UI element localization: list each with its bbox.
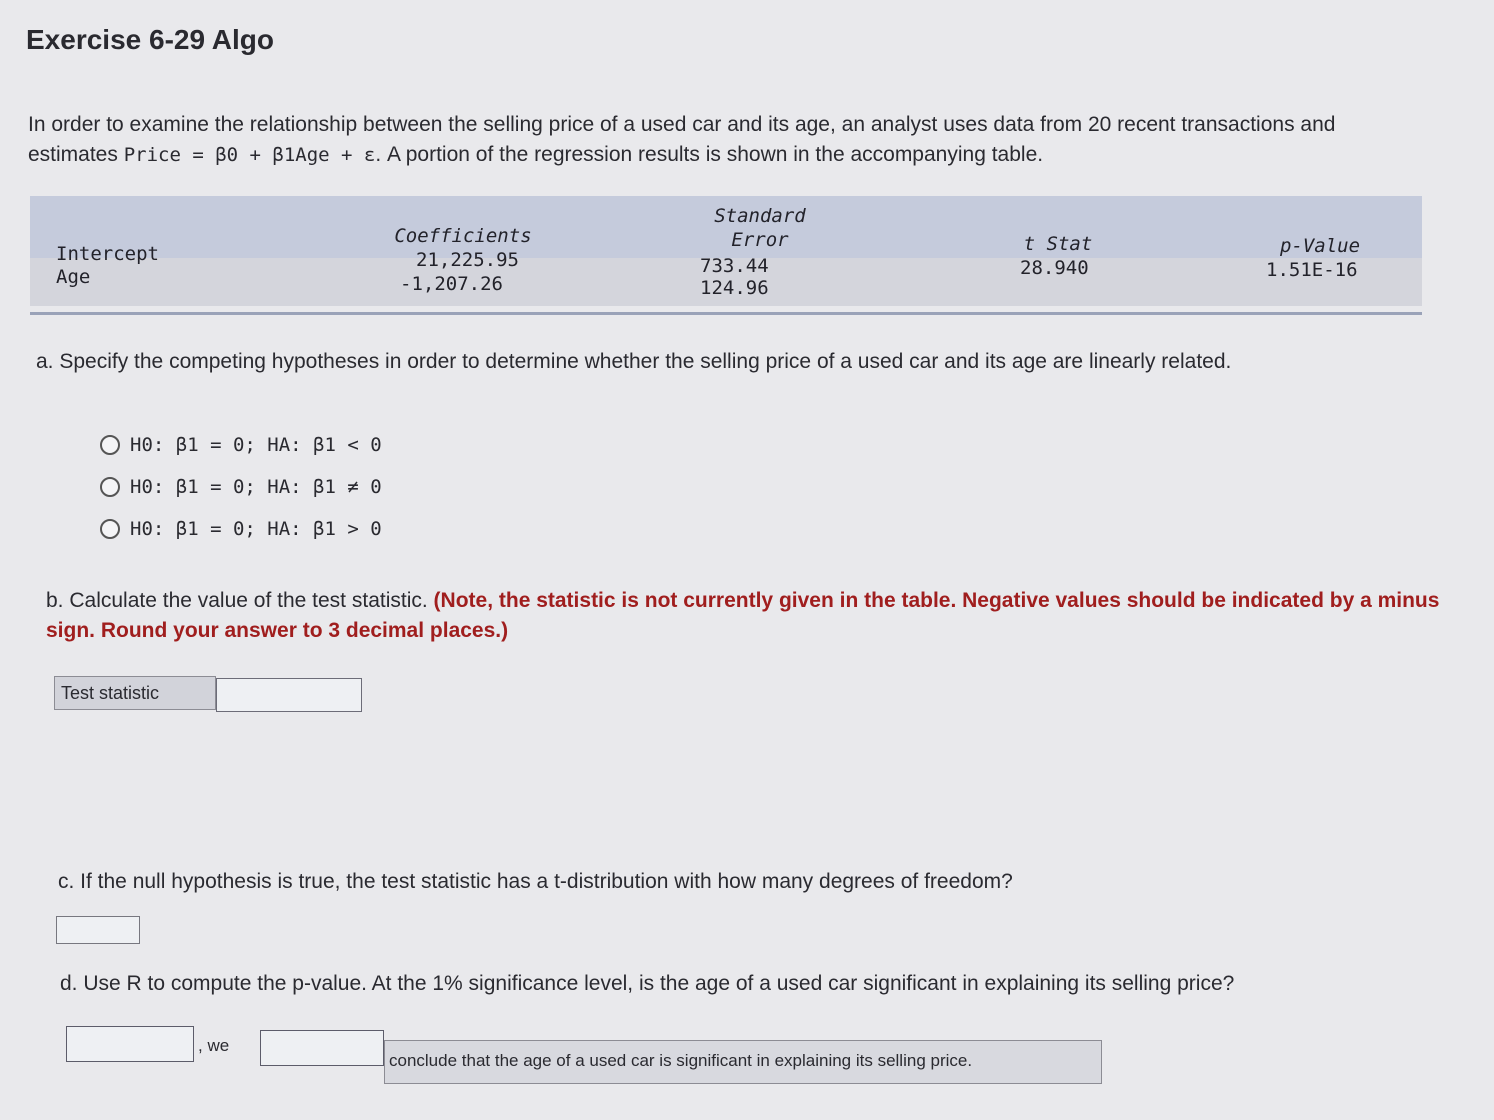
test-statistic-label: Test statistic [54,676,216,710]
row-label-intercept: Intercept [56,243,159,265]
part-d-question: d. Use R to compute the p-value. At the 1% significance level, is the age of a used car significant in explaining its selling price? [60,972,1235,995]
degrees-of-freedom-input[interactable] [56,916,140,944]
coefficient-intercept: 21,225.95 [416,249,519,271]
radio-button[interactable] [100,435,120,455]
hypothesis-option-label: H0: β1 = 0; HA: β1 > 0 [130,518,382,540]
hypothesis-option-left-tailed[interactable] [100,424,382,466]
t-stat-intercept: 28.940 [1020,257,1089,279]
radio-button[interactable] [100,519,120,539]
part-b-note: (Note, the statistic is not currently given in the table. Negative values should be indicated by a minus sign. Round your answer to 3 decimal places.) [46,589,1440,642]
header-t-stat: t Stat [1023,233,1093,255]
hypothesis-option-label: H0: β1 = 0; HA: β1 < 0 [130,434,382,456]
coefficient-age: -1,207.26 [400,273,503,295]
standard-error-intercept: 733.44 [700,255,769,277]
conclusion-select[interactable] [260,1030,384,1066]
test-statistic-input[interactable] [216,678,362,712]
part-a-question: a. Specify the competing hypotheses in order to determine whether the selling price of a used car and its age are linearly related. [36,350,1232,373]
exercise-title: Exercise 6-29 Algo [26,24,274,55]
part-c-question: c. If the null hypothesis is true, the test statistic has a t-distribution with how many degrees of freedom? [58,870,1013,893]
table-bottom-rule [30,312,1422,315]
p-value-intercept: 1.51E-16 [1266,259,1358,281]
connector-text: , we [198,1036,230,1055]
hypothesis-option-right-tailed[interactable] [100,508,382,550]
regression-table [30,196,1422,322]
radio-button[interactable] [100,477,120,497]
header-standard-error-line1: Standard [714,205,806,227]
hypothesis-options [100,424,382,550]
part-b-question [46,586,1466,646]
intro-text-after: . A portion of the regression results is shown in the accompanying table. [375,143,1044,166]
hypothesis-option-label: H0: β1 = 0; HA: β1 ≠ 0 [130,476,382,498]
hypothesis-option-two-tailed[interactable] [100,466,382,508]
row-label-age: Age [56,266,91,288]
intro-paragraph [28,110,1388,170]
decision-select[interactable] [66,1026,194,1062]
intro-text-before: In order to examine the relationship between the selling price of a used car and its age, an analyst uses data from 20 recent transactions and estimates [28,113,1336,166]
header-coefficients: Coefficients [394,225,532,247]
header-p-value: p-Value [1279,235,1361,257]
header-standard-error-line2: Error [731,229,789,251]
conclusion-text: conclude that the age of a used car is significant in explaining its selling price. [384,1040,1102,1084]
standard-error-age: 124.96 [700,277,769,299]
part-b-question-text: b. Calculate the value of the test statistic. [46,589,434,612]
regression-equation: Price = β0 + β1Age + ε [123,144,376,166]
